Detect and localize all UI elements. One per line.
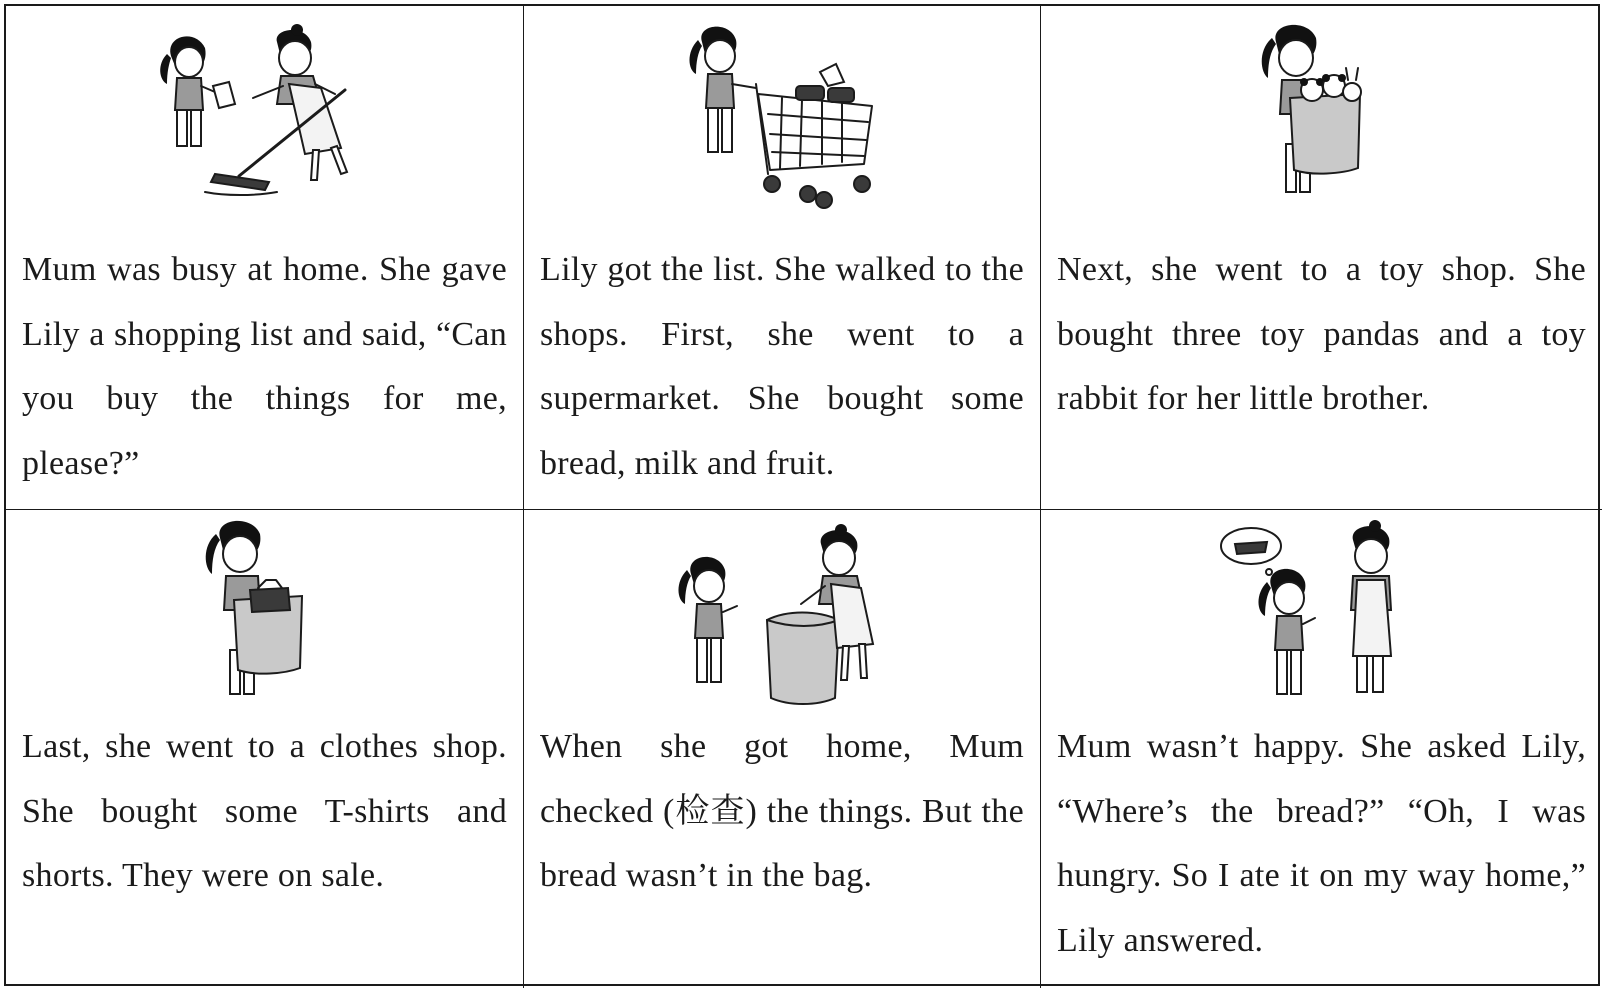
panel-4-caption: Last, she went to a clothes shop. She bought some T-shirts and shorts. They were on sale. <box>22 728 507 894</box>
mum-checks-bag-illustration <box>524 520 1040 710</box>
story-table <box>4 4 1600 986</box>
panel-6-caption: Mum wasn’t happy. She asked Lily, “Where’s the bread?” “Oh, I was hungry. So I ate it on my way home,” Lily answered. <box>1057 728 1586 959</box>
clothes-bag-illustration <box>6 520 523 710</box>
lily-thinks-of-bread-illustration <box>1041 520 1602 710</box>
panel-3 <box>1041 6 1602 510</box>
panel-1-caption: Mum was busy at home. She gave Lily a shopping list and said, “Can you buy the things for me, please?” <box>22 251 507 482</box>
panel-6 <box>1041 510 1602 988</box>
lily-figure <box>679 557 738 682</box>
panel-2-caption: Lily got the list. She walked to the shops. First, she went to a supermarket. She bought some bread, milk and fruit. <box>540 251 1024 482</box>
panel-3-caption: Next, she went to a toy shop. She bought three toy pandas and a toy rabbit for her little brother. <box>1057 251 1586 417</box>
mum-figure <box>205 24 347 195</box>
toy-bag-illustration <box>1041 24 1602 229</box>
panel-2 <box>524 6 1041 510</box>
mum-mopping-illustration <box>6 24 523 229</box>
panel-5 <box>524 510 1041 988</box>
thought-bubble <box>1221 528 1281 582</box>
shopping-cart-illustration <box>524 24 1040 229</box>
toy-bag <box>1290 68 1361 174</box>
lily-figure <box>690 27 757 152</box>
grocery-bag <box>767 613 839 705</box>
panel-1 <box>6 6 524 510</box>
mum-figure <box>1351 520 1391 692</box>
panel-4 <box>6 510 524 988</box>
shopping-cart <box>756 64 872 208</box>
panel-5-caption: When she got home, Mum checked (检查) the things. But the bread wasn’t in the bag. <box>540 728 1024 894</box>
lily-figure <box>1258 569 1315 694</box>
lily-figure <box>160 36 235 146</box>
